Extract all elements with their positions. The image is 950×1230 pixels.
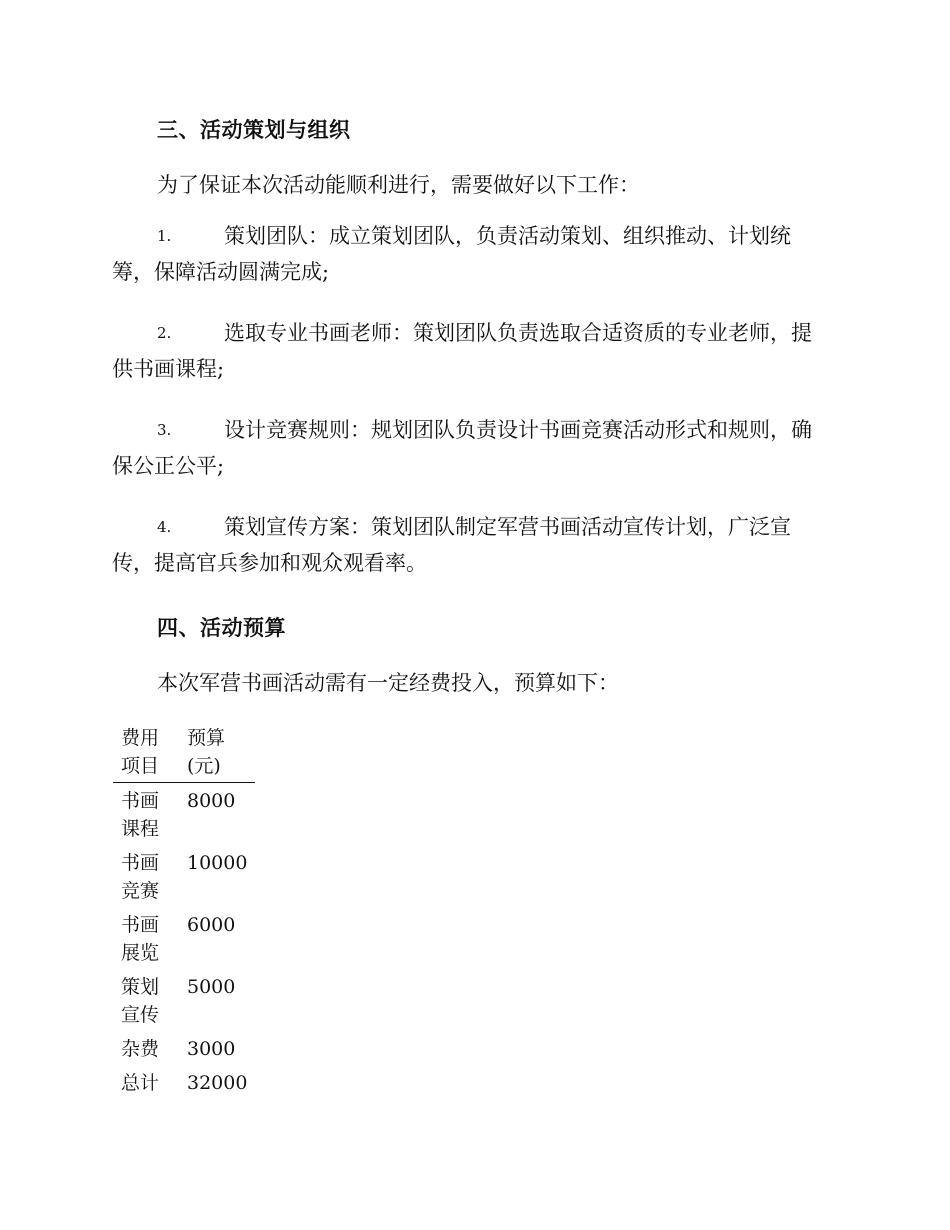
section-3-heading: 三、活动策划与组织 (157, 117, 351, 142)
table-cell-amount: 10000 (187, 852, 248, 874)
table-row (113, 969, 255, 1031)
section-3-intro: 为了保证本次活动能顺利进行，需要做好以下工作： (157, 173, 640, 197)
list-item (112, 509, 837, 581)
list-item-number: 3. (157, 421, 172, 439)
list-item-number: 1. (157, 227, 172, 245)
table-row (113, 1065, 255, 1099)
table-cell-item: 书画竞赛 (121, 852, 160, 902)
table-cell-amount: 8000 (187, 790, 236, 812)
list-item-number: 2. (157, 324, 172, 342)
list-item (112, 218, 837, 290)
table-row (113, 1031, 255, 1065)
list-item (112, 315, 837, 387)
column-header-item: 费用项目 (121, 727, 160, 777)
table-cell-item: 杂费 (121, 1038, 160, 1060)
table-cell-item: 书画展览 (121, 914, 160, 964)
list-item-number: 4. (157, 518, 172, 536)
list-item-text: 设计竞赛规则：规划团队负责设计书画竞赛活动形式和规则，确 (224, 418, 812, 442)
list-item-text: 策划团队：成立策划团队，负责活动策划、组织推动、计划统 (224, 224, 791, 248)
table-row (113, 907, 255, 969)
list-item-text: 选取专业书画老师：策划团队负责选取合适资质的专业老师，提 (224, 321, 812, 345)
list-item-text-continued: 保公正公平; (112, 454, 225, 478)
list-item-text-continued: 筹，保障活动圆满完成; (112, 260, 330, 284)
table-cell-item: 书画课程 (121, 790, 160, 840)
table-cell-amount: 6000 (187, 914, 236, 936)
section-4-heading: 四、活动预算 (157, 615, 286, 640)
table-cell-item: 策划宣传 (121, 976, 160, 1026)
column-header-budget: 预算(元) (187, 727, 226, 777)
table-cell-amount: 5000 (187, 976, 236, 998)
table-cell-amount: 32000 (187, 1072, 248, 1094)
table-row (113, 845, 255, 907)
table-header-row (113, 722, 255, 783)
list-item (112, 412, 837, 484)
section-4-intro: 本次军营书画活动需有一定经费投入，预算如下： (157, 671, 619, 695)
table-cell-item: 总计 (121, 1072, 160, 1094)
table-cell-amount: 3000 (187, 1038, 236, 1060)
list-item-text-continued: 供书画课程; (112, 357, 225, 381)
list-item-text: 策划宣传方案：策划团队制定军营书画活动宣传计划，广泛宣 (224, 515, 791, 539)
budget-table (113, 722, 255, 1099)
list-item-text-continued: 传，提高官兵参加和观众观看率。 (112, 551, 427, 575)
table-row (113, 783, 255, 846)
